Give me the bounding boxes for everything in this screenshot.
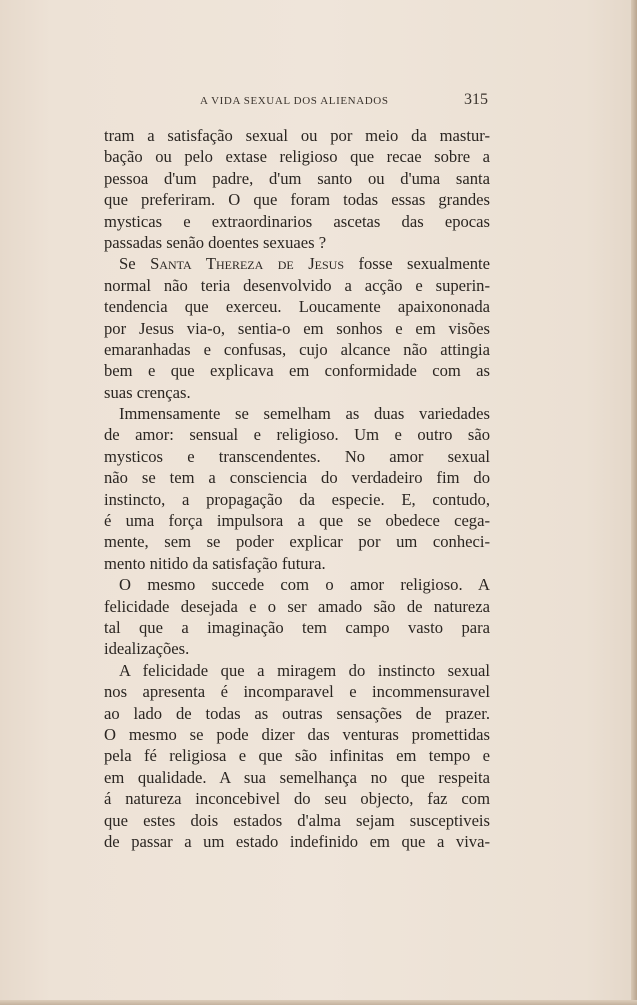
text-line: pela fé religiosa e que são infinitas em tempo e [104,746,490,766]
text-line: de amor: sensual e religioso. Um e outro são [104,425,490,445]
text-line: de passar a um estado indefinido em que a viva- [104,831,490,851]
text-line: O mesmo succede com o amor religioso. A [119,575,490,595]
text-line: tendencia que exerceu. Loucamente apaixononada [104,297,490,317]
text-line: felicidade desejada e o ser amado são de natureza [104,596,490,616]
text-line: mysticos e transcendentes. No amor sexual [104,446,490,466]
text-line: bação ou pelo extase religioso que recae sobre a [104,147,490,167]
proper-name: Santa Thereza de Jesus [150,254,345,274]
text-line: nos apresenta é incomparavel e incommensuravel [104,682,490,702]
running-head: A VIDA SEXUAL DOS ALIENADOS [200,95,389,107]
text-line: A felicidade que a miragem do instincto sexual [119,660,490,680]
text-line: em qualidade. A sua semelhança no que respeita [104,767,490,787]
page-header [104,92,488,112]
text-line: instincto, a propagação da especie. E, contudo, [104,489,490,509]
text-line: é uma força impulsora a que se obedece cega- [104,511,490,531]
text-line: que estes dois estados d'alma sejam susceptiveis [104,810,490,830]
text-line: tram a satisfação sexual ou por meio da mastur- [104,126,490,145]
text-line: mysticas e extraordinarios ascetas das epocas [104,211,490,231]
text-line: não se tem a consciencia do verdadeiro fim do [104,468,490,488]
text-span: Se [119,254,151,274]
page-bottom-edge [0,1000,637,1005]
text-span: fosse sexualmente [344,254,490,274]
text-line: ao lado de todas as outras sensações de prazer. [104,703,490,723]
text-line: por Jesus via-o, sentia-o em sonhos e em visões [104,318,490,338]
page-edge-shadow [631,0,637,1005]
text-line: normal não teria desenvolvido a acção e superin- [104,275,490,295]
text-line: tal que a imaginação tem campo vasto para [104,617,490,637]
text-line: á natureza inconcebivel do seu objecto, faz com [104,789,490,809]
text-line: bem e que explicava em conformidade com as [104,361,490,381]
text-line: suas crenças. [104,382,191,402]
body-text [104,125,490,852]
text-line: O mesmo se pode dizer das venturas promettidas [104,724,490,744]
text-line: mento nitido da satisfação futura. [104,553,326,573]
text-line: que preferiram. O que foram todas essas grandes [104,190,490,210]
text-line: passadas senão doentes sexuaes ? [104,232,327,252]
text-line: emaranhadas e confusas, cujo alcance não attingia [104,339,490,359]
text-line: Immensamente se semelham as duas variedades [119,404,490,424]
page-number: 315 [464,91,488,108]
text-line: mente, sem se poder explicar por um conheci- [104,532,490,552]
text-line: pessoa d'um padre, d'um santo ou d'uma santa [104,168,490,188]
text-line [104,253,490,274]
text-line: idealizações. [104,639,190,659]
